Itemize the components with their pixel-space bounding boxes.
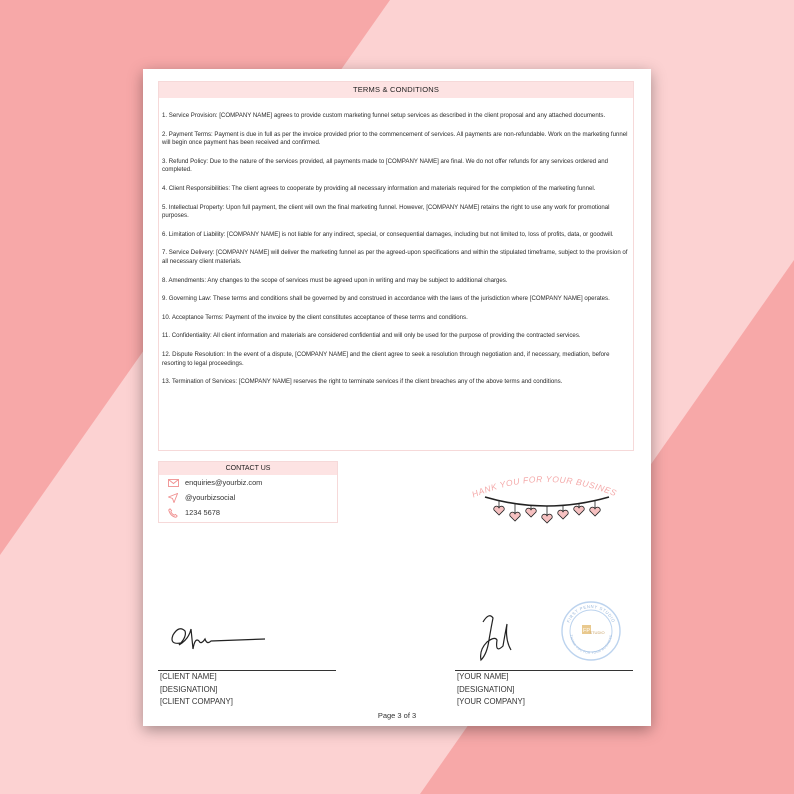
terms-list	[159, 98, 633, 387]
your-signature-block	[457, 671, 525, 709]
stamp-initials: FP	[582, 628, 591, 634]
svg-text:THANK YOU FOR YOUR BUSINESS!	[463, 467, 618, 500]
contact-phone-row[interactable]	[159, 505, 337, 520]
term-item: 10. Acceptance Terms: Payment of the invoice by the client constitutes acceptance of these terms and conditions.	[162, 313, 468, 321]
page-number: Page 3 of 3	[377, 711, 417, 720]
your-company: [YOUR COMPANY]	[457, 697, 525, 706]
term-item: 12. Dispute Resolution: In the event of a dispute, [COMPANY NAME] and the client agree to seek a resolution through negotiation and, if necessary, mediation, before resorting to legal proceedings.	[162, 350, 610, 367]
client-name: [CLIENT NAME]	[160, 672, 217, 681]
document-page	[143, 69, 651, 726]
term-item: 2. Payment Terms: Payment is due in full as per the invoice provided prior to the commencement of services. All payments are non-refundable. Work on the marketing funnel will begin once payment has been received and confirmed.	[162, 130, 628, 147]
term-item: 8. Amendments: Any changes to the scope of services must be agreed upon in writing and may be subject to additional charges.	[162, 276, 508, 284]
term-item: 13. Termination of Services: [COMPANY NAME] reserves the right to terminate services if the client breaches any of the above terms and conditions.	[162, 378, 563, 386]
client-company: [CLIENT COMPANY]	[160, 697, 233, 706]
contact-section	[158, 461, 338, 523]
terms-title: TERMS & CONDITIONS	[159, 82, 633, 98]
your-signature-scribble	[475, 610, 519, 668]
contact-social[interactable]: @yourbizsocial	[185, 493, 236, 502]
your-designation: [DESIGNATION]	[457, 684, 515, 694]
term-item: 6. Limitation of Liability: [COMPANY NAME] is not liable for any indirect, special, or consequential damages, including but not limited to, loss of profits, data, or goodwill.	[162, 230, 614, 238]
heart-garland-icon	[494, 501, 600, 523]
stamp-bottom-text: THANK YOU FOR YOUR BUSINESS	[569, 634, 613, 656]
term-item: 11. Confidentiality: All client information and materials are considered confidential and will only be used for the purpose of providing the contracted services.	[162, 332, 581, 340]
phone-icon	[167, 508, 179, 518]
contact-social-row[interactable]	[159, 490, 337, 505]
stamp-ring-text: FIRST PENNY STUDIO	[565, 603, 617, 624]
contact-title: CONTACT US	[159, 462, 337, 475]
term-item: 1. Service Provision: [COMPANY NAME] agrees to provide custom marketing funnel setup services as described in the client proposal and any attached documents.	[162, 112, 606, 119]
client-signature-block	[160, 671, 233, 709]
contact-email-row[interactable]	[159, 475, 337, 490]
thank-you-text: HANK YOU FOR YOUR BUSINES	[470, 473, 619, 500]
mail-icon	[167, 478, 179, 488]
term-item: 9. Governing Law: These terms and conditions shall be governed by and construed in accordance with the laws of the jurisdiction where [COMPANY NAME] operates.	[162, 295, 610, 303]
company-stamp	[560, 600, 622, 662]
term-item: 4. Client Responsibilities: The client agrees to cooperate by providing all necessary information and materials required for the completion of the marketing funnel.	[162, 184, 596, 192]
term-item: 3. Refund Policy: Due to the nature of the services provided, all payments made to [COMPANY NAME] are final. We do not offer refunds for any services ordered and completed.	[162, 157, 608, 174]
send-icon	[167, 493, 179, 503]
contact-phone[interactable]: 1234 5678	[185, 508, 220, 517]
terms-section	[158, 81, 634, 451]
stamp-label: STUDIO	[589, 630, 605, 635]
term-item: 5. Intellectual Property: Upon full payment, the client will own the final marketing funnel. However, [COMPANY NAME] retains the right to use any work for promotional purposes.	[162, 203, 610, 220]
thank-you-banner	[463, 467, 628, 539]
your-name: [YOUR NAME]	[457, 672, 509, 681]
contact-email[interactable]: enquiries@yourbiz.com	[185, 478, 263, 487]
client-designation: [DESIGNATION]	[160, 684, 218, 694]
term-item: 7. Service Delivery: [COMPANY NAME] will deliver the marketing funnel as per the agreed-upon specifications and within the stipulated timeframe, subject to the provision of all necessary client materials.	[162, 249, 628, 265]
client-signature-scribble	[167, 621, 271, 653]
